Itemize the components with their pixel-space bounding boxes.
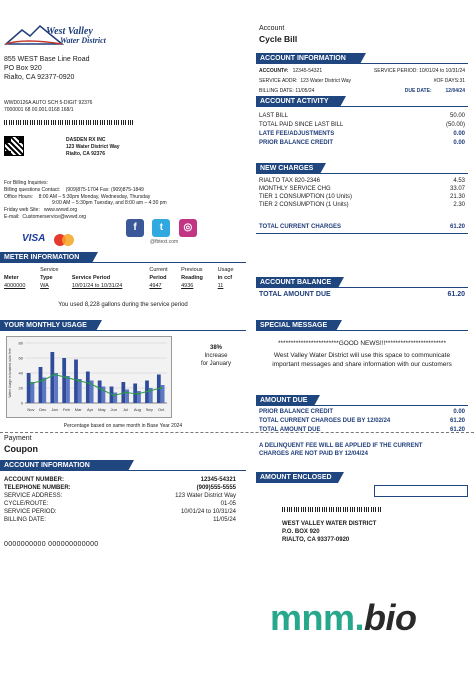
remit-barcode — [282, 507, 382, 512]
meter-cell: 10/01/24 to 10/31/24 — [71, 283, 123, 289]
meter-header: Period — [149, 275, 167, 281]
x-tick-label: Apr — [86, 407, 94, 412]
facebook-icon[interactable]: f — [126, 219, 144, 237]
late-fee-note: A DELINQUENT FEE WILL BE APPLIED IF THE CURRENT CHARGES ARE NOT PAID BY 12/04/24 — [259, 443, 423, 458]
recipient-name: DASDEN RX INC — [66, 137, 106, 143]
x-tick-label: Dec — [39, 407, 47, 412]
meter-header: Type — [40, 275, 53, 281]
row-value: 21.30 — [449, 194, 465, 201]
chart-bar — [39, 367, 43, 403]
mail-recipient — [66, 137, 120, 157]
row-value: 61.20 — [449, 427, 465, 434]
service-period-label: SERVICE PERIOD: — [373, 68, 418, 74]
account-balance-title: ACCOUNT BALANCE — [256, 277, 338, 288]
x-tick-label: Mar — [74, 407, 82, 412]
meter-header: Meter — [4, 275, 19, 281]
list-item — [259, 112, 465, 120]
logo — [4, 22, 154, 52]
x-tick-label: Jul — [123, 407, 129, 412]
visa-icon: VISA — [22, 233, 46, 244]
row-value: 11/05/24 — [213, 517, 236, 524]
list-item — [259, 130, 465, 138]
postal-barcode — [4, 120, 134, 125]
row-label: LAST BILL — [259, 113, 288, 119]
chart-bar — [98, 381, 102, 404]
meter-header: Current — [149, 267, 168, 273]
total-due-label: TOTAL AMOUNT DUE — [259, 291, 331, 298]
chart-point — [53, 373, 55, 375]
service-address: 123 Water District Way — [300, 77, 352, 84]
list-item — [259, 139, 465, 147]
chart-bar — [50, 352, 54, 403]
row-value: 0.00 — [453, 131, 465, 138]
new-charges-rows — [259, 177, 465, 209]
meter-header: in ccf — [217, 275, 233, 281]
row-value: 2.30 — [453, 202, 465, 209]
row-value: 33.07 — [449, 186, 465, 193]
row-label: SERVICE PERIOD: — [4, 509, 57, 516]
amount-due-rows — [259, 408, 465, 435]
x-tick-label: May — [98, 407, 106, 412]
new-charges-title: NEW CHARGES — [256, 163, 320, 174]
y-tick-label: 20 — [18, 385, 23, 391]
y-tick-label: 40 — [18, 370, 23, 376]
list-item — [259, 177, 465, 185]
meter-header-row — [2, 266, 244, 274]
row-label: BILLING DATE: — [4, 517, 46, 524]
row-value: 0.00 — [453, 409, 465, 415]
chart-bar — [54, 373, 58, 403]
remit-address — [282, 520, 376, 544]
watermark-part: mnm. — [270, 597, 365, 638]
usage-percent-label: Increase — [204, 353, 228, 360]
row-label: TOTAL PAID SINCE LAST BILL — [259, 122, 344, 129]
hours-label: Office Hours: — [4, 193, 34, 200]
mail-codes — [4, 100, 92, 114]
usage-section-title: YOUR MONTHLY USAGE — [0, 320, 96, 331]
recipient-city: Rialto, CA 92376 — [66, 150, 105, 157]
watermark — [270, 597, 417, 638]
row-value: 10/01/24 to 10/31/24 — [180, 509, 236, 516]
chart-point — [65, 376, 67, 378]
list-item — [259, 185, 465, 193]
chart-bar — [66, 376, 70, 403]
total-current-label: TOTAL CURRENT CHARGES — [259, 224, 342, 230]
chart-bar — [27, 373, 31, 403]
account-activity-title: ACCOUNT ACTIVITY — [256, 96, 340, 107]
mail-code: WWD0126A AUTO SCH 5-DIGIT 92376 — [4, 100, 93, 106]
meter-cell: 11 — [217, 283, 224, 289]
list-item — [259, 408, 465, 416]
qr-code — [4, 136, 24, 156]
watermark-part: bio — [364, 597, 417, 638]
list-item — [4, 516, 236, 524]
meter-section-title: METER INFORMATION — [0, 252, 92, 263]
row-value: 50.00 — [449, 113, 465, 119]
row-label: TELEPHONE NUMBER: — [4, 485, 71, 492]
scan-line: 0000000000 000000000000 — [4, 541, 99, 548]
row-label: PRIOR BALANCE CREDIT — [259, 409, 334, 415]
chart-point — [136, 393, 138, 395]
address-line: PO Box 920 — [4, 65, 42, 73]
list-item — [259, 193, 465, 201]
list-item — [259, 417, 465, 425]
usage-note: You used 8,228 gallons during the service period — [58, 302, 188, 308]
list-item — [4, 476, 236, 484]
row-value: 12345-54321 — [200, 477, 236, 483]
special-message-title: SPECIAL MESSAGE — [256, 320, 336, 331]
payment-label: Payment — [4, 435, 32, 442]
address-line: Rialto, CA 92377-0920 — [4, 74, 75, 82]
chart-point — [42, 379, 44, 381]
row-value: (909)555-5555 — [196, 485, 236, 492]
due-date-label: DUE DATE: — [404, 87, 432, 94]
meter-header: Reading — [181, 275, 203, 281]
remit-line: RIALTO, CA 93377-0920 — [282, 537, 350, 544]
chart-point — [124, 391, 126, 393]
list-item — [259, 426, 465, 434]
meter-header: Service — [40, 267, 59, 273]
meter-header: Usage — [217, 267, 234, 273]
account-activity-rows — [259, 112, 465, 148]
service-address-label: SERVICE ADDR: — [259, 77, 298, 84]
coupon-account-rows — [4, 476, 236, 525]
billing-label: Billing questions Contact: — [4, 186, 61, 193]
meter-table — [2, 266, 244, 290]
list-item — [4, 484, 236, 492]
meter-header-row — [2, 274, 244, 282]
y-tick-label: 60 — [18, 355, 23, 361]
row-label: TOTAL AMOUNT DUE — [259, 427, 321, 434]
billing-date: 11/05/24 — [295, 87, 315, 94]
chart-bar — [62, 358, 66, 403]
total-due-value: 61.20 — [447, 291, 465, 298]
billing-phone: (909)875-1704 Fax: (909)875-1849 — [65, 186, 144, 193]
coupon-account-title: ACCOUNT INFORMATION — [0, 460, 128, 471]
remit-line: P.O. BOX 920 — [282, 529, 320, 536]
row-label: ACCOUNT NUMBER: — [4, 477, 64, 483]
account-label: Account — [259, 25, 285, 32]
meter-header — [2, 266, 38, 274]
service-period: 10/01/24 to 10/31/24 — [419, 68, 465, 74]
message-text: West Valley Water District will use this space to communicate important messages and share information with our customers — [272, 351, 452, 368]
row-label: TOTAL CURRENT CHARGES DUE BY 12/02/24 — [259, 418, 391, 425]
chart-point — [148, 390, 150, 392]
hours-line: 8:00 AM – 5:30pm Monday, Wednesday, Thursday — [38, 193, 151, 200]
table-row — [2, 282, 244, 290]
row-value: (50.00) — [445, 122, 465, 129]
row-label: LATE FEE/ADJUSTMENTS — [259, 131, 335, 138]
x-tick-label: Nov — [27, 407, 35, 412]
recipient-street: 123 Water District Way — [66, 143, 120, 150]
list-item — [4, 500, 236, 508]
chart-bar — [86, 372, 90, 404]
coupon-label: Coupon — [4, 444, 38, 454]
row-label: PRIOR BALANCE CREDIT — [259, 140, 334, 147]
x-tick-label: Jun — [110, 407, 117, 412]
total-current-charges — [259, 223, 465, 231]
row-label: TIER 1 CONSUMPTION (10 Units) — [259, 194, 353, 201]
logo-text-1: West Valley — [46, 26, 93, 37]
usage-percent-label: for January — [200, 361, 231, 368]
row-value: 01-05 — [220, 501, 236, 508]
row-label: SERVICE ADDRESS: — [4, 493, 63, 500]
chart-point — [113, 394, 115, 396]
amount-due-title: AMOUNT DUE — [256, 395, 314, 406]
row-value: 0.00 — [453, 140, 465, 147]
list-item — [259, 121, 465, 129]
x-tick-label: Jan — [51, 407, 58, 412]
account-number: 12345-54321 — [292, 68, 323, 74]
total-amount-due — [259, 290, 465, 299]
meter-cell: 4936 — [181, 283, 194, 289]
social-icons — [126, 217, 197, 237]
due-date: 12/04/24 — [445, 87, 465, 94]
x-tick-label: Feb — [62, 407, 70, 412]
x-tick-label: Aug — [133, 407, 141, 412]
usage-percent-block — [186, 344, 246, 368]
row-value: 61.20 — [449, 418, 465, 425]
y-tick-label: 0 — [20, 400, 23, 406]
chart-bar — [113, 393, 117, 404]
mastercard-icon — [54, 234, 74, 246]
row-value: 4.53 — [453, 178, 465, 184]
address-line: 855 WEST Base Line Road — [4, 56, 90, 63]
email-link[interactable]: Customerservice@wvwd.org — [22, 213, 87, 220]
row-label: MONTHLY SERVICE CHG — [259, 186, 331, 193]
days-label: #OF DAYS: — [433, 77, 460, 84]
list-item — [4, 492, 236, 500]
chart-point — [77, 379, 79, 381]
list-item — [4, 508, 236, 516]
usage-percent: 38% — [209, 345, 222, 351]
logo-text-2: Water District — [60, 36, 106, 45]
meter-cell: 4000000 — [4, 283, 26, 289]
special-message-body — [262, 340, 462, 369]
contact-block — [4, 180, 224, 221]
chart-point — [160, 387, 162, 389]
y-axis-label: Water Usage in hundred cubic feet — [8, 348, 12, 398]
social-handle: @fbtext.com — [150, 239, 179, 245]
list-item — [259, 201, 465, 209]
remit-line: WEST VALLEY WATER DISTRICT — [282, 521, 377, 527]
meter-header — [70, 266, 147, 274]
meter-header: Service Period — [71, 275, 111, 281]
chart-point — [89, 382, 91, 384]
account-info-block — [259, 68, 465, 94]
sender-address — [4, 55, 89, 82]
email-label: E-mail: — [4, 213, 20, 220]
chart-bar — [78, 379, 82, 403]
y-tick-label: 80 — [18, 340, 23, 346]
chart-point — [30, 382, 32, 384]
amount-enclosed-input[interactable] — [374, 485, 468, 497]
usage-chart-frame — [6, 336, 172, 418]
news-line: ************************GOOD NEWS!!!************************ — [277, 340, 446, 347]
row-label: TIER 2 CONSUMPTION (1 Units) — [259, 202, 349, 209]
usage-basis-note: Percentage based on same month in Base Year 2024 — [63, 423, 183, 429]
x-tick-label: Sep — [145, 407, 153, 412]
mail-code: 7000001 68 00.001.0168 168/1 — [4, 106, 74, 113]
account-info-title: ACCOUNT INFORMATION — [256, 53, 360, 64]
chart-point — [101, 388, 103, 390]
website-link[interactable]: www.wvwd.org — [44, 207, 78, 213]
hours-line: 9:00 AM – 5:30pm Tuesday, and 8:00 am – 4:30 pm — [52, 200, 167, 207]
total-current-value: 61.20 — [449, 224, 465, 230]
usage-chart — [7, 337, 171, 417]
amount-enclosed-title: AMOUNT ENCLOSED — [256, 472, 338, 483]
row-label: CYCLE/ROUTE: — [4, 501, 49, 508]
account-number-label: ACCOUNT#: — [259, 68, 289, 74]
website-label: Friday web Site: — [4, 207, 40, 213]
row-label: RIALTO TAX 820-2346 — [259, 178, 320, 184]
meter-cell: 4947 — [149, 283, 162, 289]
x-tick-label: Oct — [157, 407, 165, 412]
contact-title: For Billing Inquiries: — [4, 180, 48, 186]
twitter-icon[interactable]: t — [152, 219, 170, 237]
meter-header: Previous — [181, 267, 203, 273]
cycle-bill-title: Cycle Bill — [259, 34, 298, 44]
instagram-icon[interactable]: ◎ — [179, 219, 197, 237]
chart-bar — [31, 382, 35, 403]
days-count: 31 — [459, 77, 465, 84]
row-value: 123 Water District Way — [175, 493, 236, 500]
billing-date-label: BILLING DATE: — [259, 87, 294, 94]
meter-cell: WA — [40, 283, 49, 289]
